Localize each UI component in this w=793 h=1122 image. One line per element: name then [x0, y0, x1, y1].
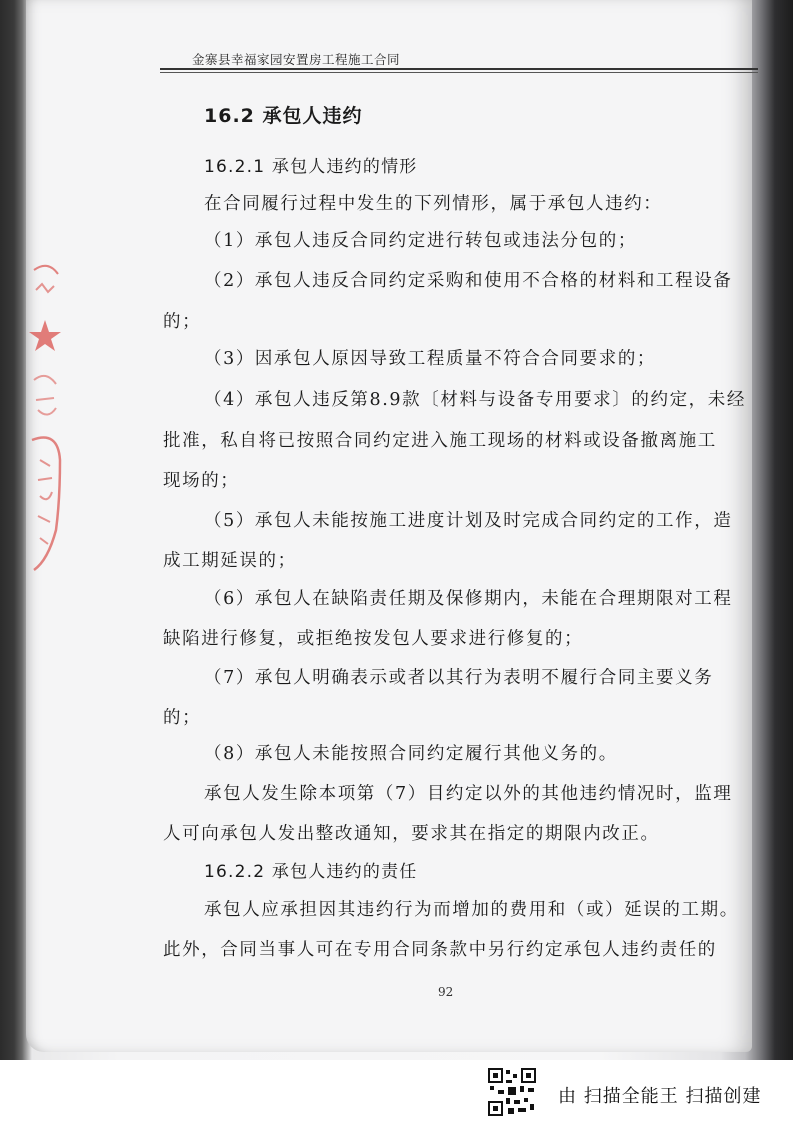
qr-code-icon — [488, 1068, 536, 1116]
header-rule-thin — [160, 72, 758, 73]
section-title: 16.2 承包人违约 — [204, 105, 363, 127]
list-item-continuation: 缺陷进行修复，或拒绝按发包人要求进行修复的； — [163, 629, 584, 649]
paragraph-line: 此外，合同当事人可在专用合同条款中另行约定承包人违约责任的 — [163, 940, 717, 960]
list-item: （4）承包人违反第8.9款〔材料与设备专用要求〕的约定，未经 — [204, 390, 746, 410]
seal-stamp-fragment — [28, 260, 62, 590]
paragraph-line: 承包人应承担因其违约行为而增加的费用和（或）延误的工期。 — [204, 900, 739, 920]
list-item: （8）承包人未能按照合同约定履行其他义务的。 — [204, 744, 618, 764]
list-item: （3）因承包人原因导致工程质量不符合合同要求的； — [204, 349, 657, 369]
list-item: （6）承包人在缺陷责任期及保修期内，未能在合理期限对工程 — [204, 589, 733, 609]
list-item: （5）承包人未能按施工进度计划及时完成合同约定的工作，造 — [204, 511, 733, 531]
subsection-title: 16.2.2 承包人违约的责任 — [204, 862, 418, 882]
paragraph-line: 人可向承包人发出整改通知，要求其在指定的期限内改正。 — [163, 824, 660, 844]
list-item: （2）承包人违反合同约定采购和使用不合格的材料和工程设备 — [204, 271, 733, 291]
page-number: 92 — [438, 985, 454, 999]
header-rule — [160, 68, 758, 70]
list-item: （7）承包人明确表示或者以其行为表明不履行合同主要义务 — [204, 668, 714, 688]
scanner-watermark-text: 由 扫描全能王 扫描创建 — [558, 1086, 762, 1107]
running-header: 金寨县幸福家园安置房工程施工合同 — [192, 52, 401, 67]
list-item: （1）承包人违反合同约定进行转包或违法分包的； — [204, 231, 637, 251]
list-item-continuation: 的； — [163, 708, 202, 728]
subsection-title: 16.2.1 承包人违约的情形 — [204, 157, 418, 177]
list-item-continuation: 批准，私自将已按照合同约定进入施工现场的材料或设备撤离施工 — [163, 431, 717, 451]
list-item-continuation: 的； — [163, 312, 202, 332]
list-item-continuation: 成工期延误的； — [163, 551, 297, 571]
list-item-continuation: 现场的； — [163, 471, 240, 491]
paragraph-line: 承包人发生除本项第（7）目约定以外的其他违约情况时，监理 — [204, 784, 733, 804]
paragraph-line: 在合同履行过程中发生的下列情形，属于承包人违约： — [204, 194, 663, 214]
